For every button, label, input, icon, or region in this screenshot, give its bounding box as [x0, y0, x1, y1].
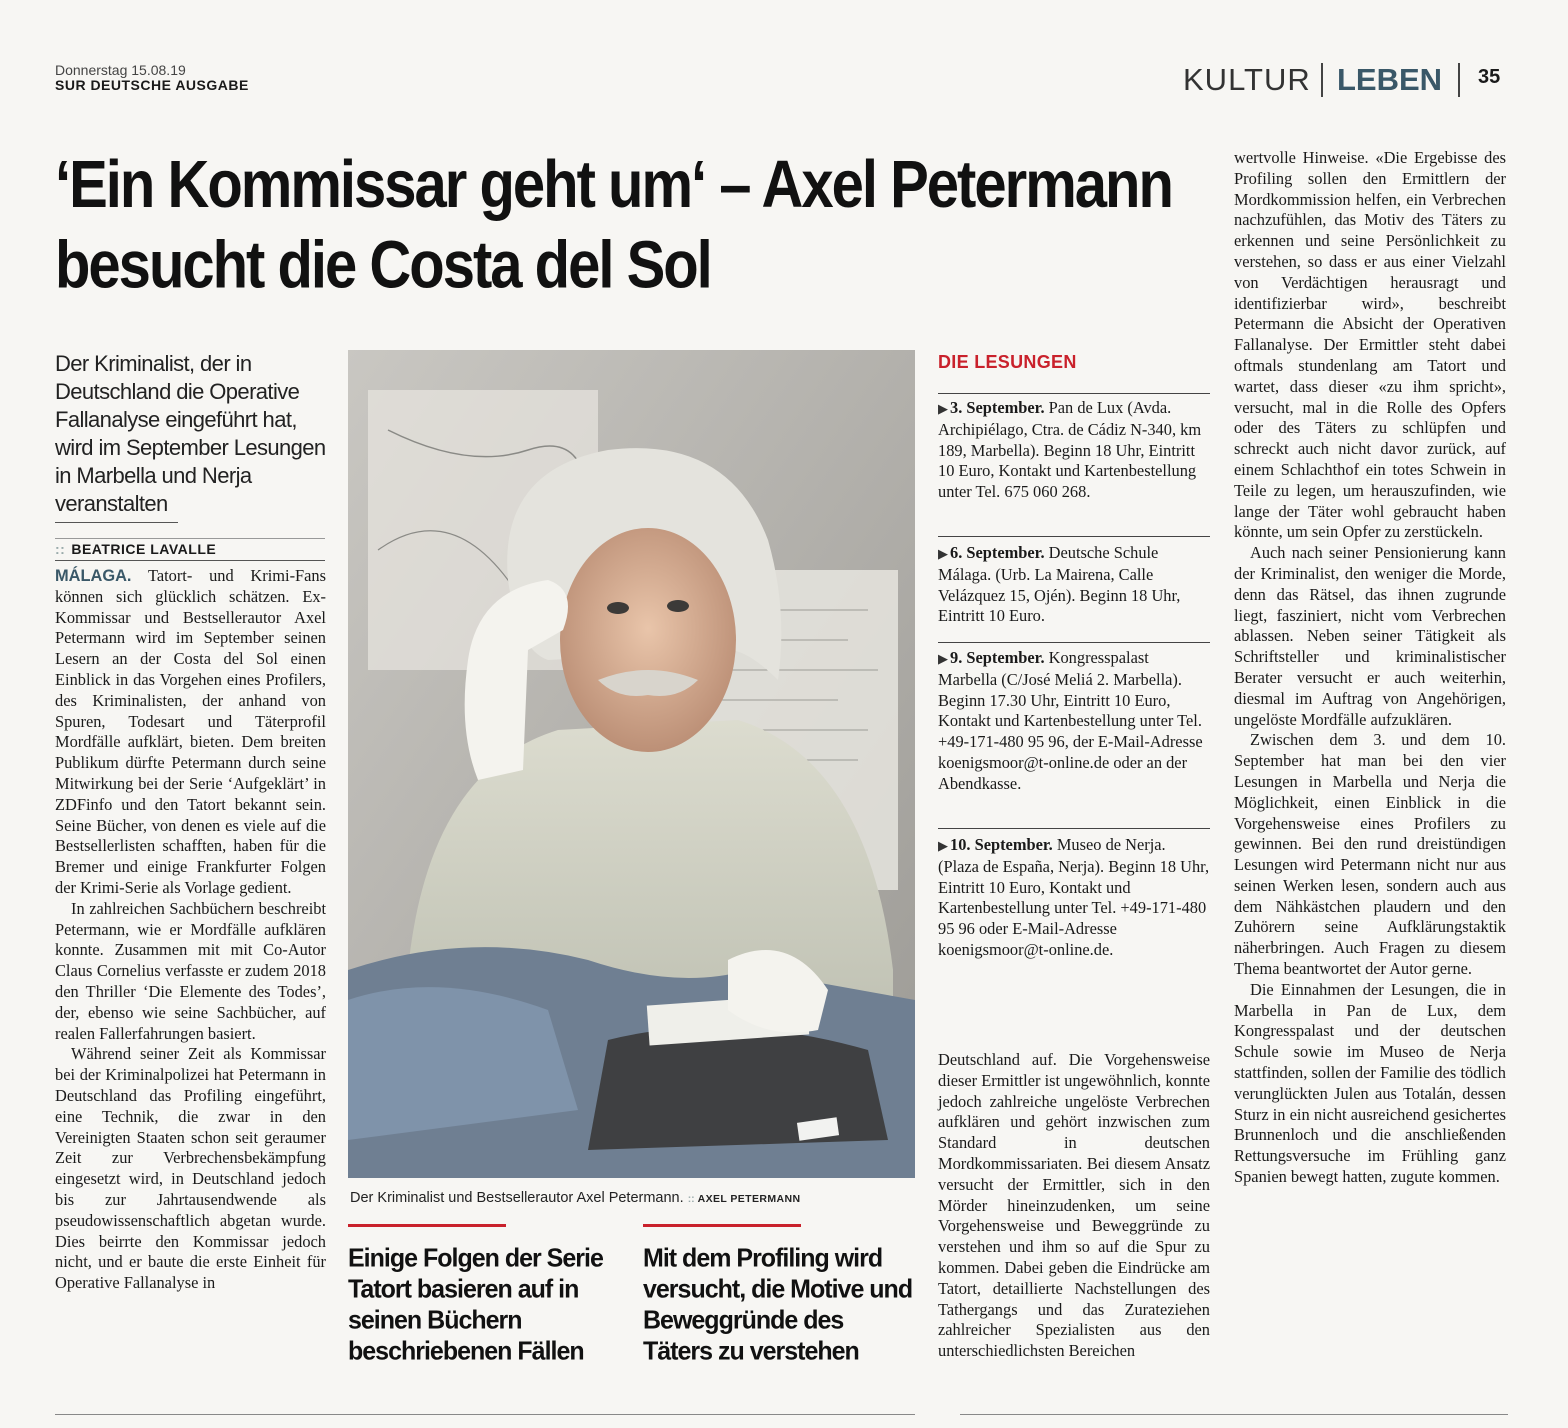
article-photo: [348, 350, 915, 1178]
author-name: BEATRICE LAVALLE: [71, 541, 217, 557]
reading-event: [938, 398, 1210, 503]
author-byline: [55, 541, 216, 557]
body-paragraph-5: wertvolle Hinweise. «Die Ergebisse des Profiling sollen den Ermittlern der Mordkommission helfen, ein Verbrechen nachzufühlen, das Motiv des Täters zu erkennen und seine Persönlichkeit zu verstehen, so dass er aus einer Vielzahl von Verdächtigen herausragt und identifizierbar wird», beschreibt Petermann die Absicht der Operativen Fallanalyse. Der Ermittler steht dabei oftmals stundenlang am Tatort und wartet, dass dieser «zu ihm spricht», versucht, mal in die Rolle des Opfers oder des Täters zu schlüpfen und schreckt auch nicht davor zurück, auf einem Schlachthof ein totes Schwein in Teile zu legen, um herauszufinden, wie lange der Täter wohl gebraucht haben könnte, um sein Opfer zu zerstückeln.: [1234, 148, 1506, 542]
section-divider: [1321, 63, 1323, 97]
reading-event: [938, 543, 1210, 627]
pull-quote-2-rule: [643, 1224, 801, 1227]
article-column-1: [55, 566, 326, 1294]
reading-date: 10. September.: [950, 835, 1053, 854]
photo-credit: AXEL PETERMANN: [694, 1193, 801, 1205]
body-paragraph-7: Zwischen dem 3. und dem 10. September hat man bei den vier Lesungen in Marbella und Nerja die Möglichkeit, einen Einblick in die Vorgehensweise eines Profilers zu gewinnen. Bei den rund dreistündigen Lesungen wird Petermann nicht nur aus seinen Werken lesen, sondern auch aus dem Nähkästchen plaudern und den Zuhörern seine Aufklärungstaktik näherbringen. Auch Fragen zu diesem Thema beantwortet der Autor gerne.: [1234, 730, 1506, 979]
play-marker-icon: ▶: [938, 401, 948, 416]
body-paragraph-3: Während seiner Zeit als Kommissar bei der Kriminalpolizei hat Petermann in Deutschland das Profiling eingeführt, eine Technik, die zwar in den Vereinigten Staaten schon seit geraumer Zeit zur Verbrechensbekämpfung eingesetzt wird, in Deutschland jedoch bis zur Jahrtausendwende als pseudowissenschaftlich abgetan wurde. Dies beirrte den Kommissar jedoch nicht, und er baute die erste Einheit für Operative Fallanalyse in: [55, 1044, 326, 1293]
reading-event: [938, 648, 1210, 795]
body-paragraph-8: Die Einnahmen der Lesungen, die in Marbella in Pan de Lux, dem Kongresspalast und der deutschen Schule sowie im Museo de Nerja stattfinden, sollen der Familie des tödlich verunglückten Julen aus Totalán, dessen Sturz in ein nicht ausreichend gesichertes Brunnenloch und die anschließenden Rettungsversuche im Frühling ganz Spanien bewegt hatten, zugute kommen.: [1234, 979, 1506, 1187]
pull-quote-2: Mit dem Profiling wird versucht, die Motive und Beweggründe des Täters zu verstehen: [643, 1244, 913, 1366]
body-paragraph-2: In zahlreichen Sachbüchern beschreibt Petermann, wie er Mordfälle aufklären konnte. Zusammen mit mit Co-Autor Claus Cornelius verfasste er zudem 2018 den Thriller ‘Die Elemente des Todes’, der, ebenso wie seine Sachbücher, auf realen Fallerfahrungen basiert.: [55, 898, 326, 1043]
footer-rule-right: [960, 1414, 1508, 1415]
reading-details: Deutsche Schule Málaga. (Urb. La Mairena, Calle Velázquez 15, Ojén). Beginn 18 Uhr, Eintritt 10 Euro.: [938, 543, 1181, 626]
section-leben: LEBEN: [1337, 62, 1443, 97]
reading-event: [938, 835, 1210, 961]
readings-rule: [938, 393, 1210, 394]
readings-rule: [938, 828, 1210, 829]
reading-date: 3. September.: [950, 398, 1045, 417]
caption-text: Der Kriminalist und Bestsellerautor Axel Petermann.: [350, 1190, 688, 1206]
headline: ‘Ein Kommissar geht um‘ – Axel Petermann besucht die Costa del Sol: [55, 147, 1172, 303]
play-marker-icon: ▶: [938, 546, 948, 561]
reading-details: Pan de Lux (Avda. Archipiélago, Ctra. de Cádiz N-340, km 189, Marbella). Beginn 18 Uhr, Eintritt 10 Euro, Kontakt und Kartenbestellung unter Tel. 675 060 268.: [938, 398, 1202, 502]
play-marker-icon: ▶: [938, 838, 948, 853]
credit-marker: ::: [687, 1193, 695, 1205]
reading-details: Kongresspalast Marbella (C/José Meliá 2. Marbella). Beginn 17.30 Uhr, Eintritt 10 Euro, Kontakt und Kartenbestellung unter Tel. +49-171-480 95 96, der E-Mail-Adresse koenigsmoor@t-online.de oder an der Abendkasse.: [938, 648, 1203, 793]
body-paragraph-1-text: Tatort- und Krimi-Fans können sich glücklich schätzen. Ex-Kommissar und Bestsellerautor Axel Petermann wird im September seinen Lesern an der Costa del Sol einen Einblick in das Vorgehen eines Profilers, des Kriminalisten, der anhand von Spuren, Todesart und Täterprofil Mordfälle aufklärt, bieten. Dem breiten Publikum dürfte Petermann durch seine Mitwirkung bei der Serie ‘Aufgeklärt’ in ZDFinfo und den Tatort bekannt sein. Seine Bücher, von denen es viele auf die Bestsellerlisten schafften, haben für die Bremer und einige Frankfurter Folgen der Krimi-Serie als Vorlage gedient.: [55, 566, 326, 897]
body-paragraph-4: Deutschland auf. Die Vorgehensweise dieser Ermittler ist ungewöhnlich, konnte jedoch zahlreiche ungelöste Verbrechen aufklären und gehört inzwischen zum Standard in deutschen Mordkommissariaten. Bei diesem Ansatz versucht der Ermittler, sich in den Mörder hineinzudenken, um seine Vorgehensweise und Beweggründe zu verstehen und ihm so auf die Spur zu kommen. Dabei geben die Eindrücke am Tatort, detaillierte Nachstellungen des Tathergangs und das Zurateziehen zahlreicher Spezialisten aus den unterschiedlichsten Bereichen: [938, 1050, 1210, 1361]
readings-rule: [938, 642, 1210, 643]
readings-rule: [938, 536, 1210, 537]
pull-quote-1: Einige Folgen der Serie Tatort basieren auf in seinen Büchern beschriebenen Fällen: [348, 1244, 603, 1366]
play-marker-icon: ▶: [938, 651, 948, 666]
lead-text: Der Kriminalist, der in Deutschland die Operative Fallanalyse eingeführt hat, wird im September Lesungen in Marbella und Nerja veranstalten: [55, 351, 326, 516]
lead-rule: [55, 522, 178, 523]
body-paragraph-1: [55, 566, 326, 899]
byline-marker: ::: [55, 541, 66, 557]
section-kultur: KULTUR: [1183, 62, 1311, 97]
page-divider: [1458, 63, 1460, 97]
portrait-photo-illustration: [348, 350, 915, 1178]
dateline: MÁLAGA.: [55, 567, 132, 585]
footer-rule-left: [55, 1414, 915, 1415]
photo-caption: [350, 1190, 916, 1206]
reading-date: 9. September.: [950, 648, 1045, 667]
author-bottom-rule: [55, 560, 325, 561]
article-column-3: [938, 1050, 1210, 1362]
page-number: 35: [1478, 66, 1501, 88]
reading-date: 6. September.: [950, 543, 1045, 562]
pull-quote-1-rule: [348, 1224, 506, 1227]
article-column-4: [1234, 148, 1506, 1188]
body-paragraph-6: Auch nach seiner Pensionierung kann der Kriminalist, den weniger die Morde, denn das Rätsel, das ihnen zugrunde liegt, fasziniert, nicht vom Verbrechen ablassen. Neben seiner Tätigkeit als Schriftsteller und kriminalistischer Berater versucht er auch weiterhin, diesmal im Auftrag von Angehörigen, ungelöste Mordfälle aufzuklären.: [1234, 543, 1506, 729]
author-top-rule: [55, 538, 325, 539]
reading-details: Museo de Nerja. (Plaza de España, Nerja). Beginn 18 Uhr, Eintritt 10 Euro, Kontakt und Kartenbestellung unter Tel. +49-171-480 95 96 oder E-Mail-Adresse koenigsmoor@t-online.de.: [938, 835, 1210, 959]
issue-date: Donnerstag 15.08.19: [55, 62, 186, 78]
edition-name: SUR DEUTSCHE AUSGABE: [55, 77, 249, 93]
readings-title: DIE LESUNGEN: [938, 352, 1077, 372]
